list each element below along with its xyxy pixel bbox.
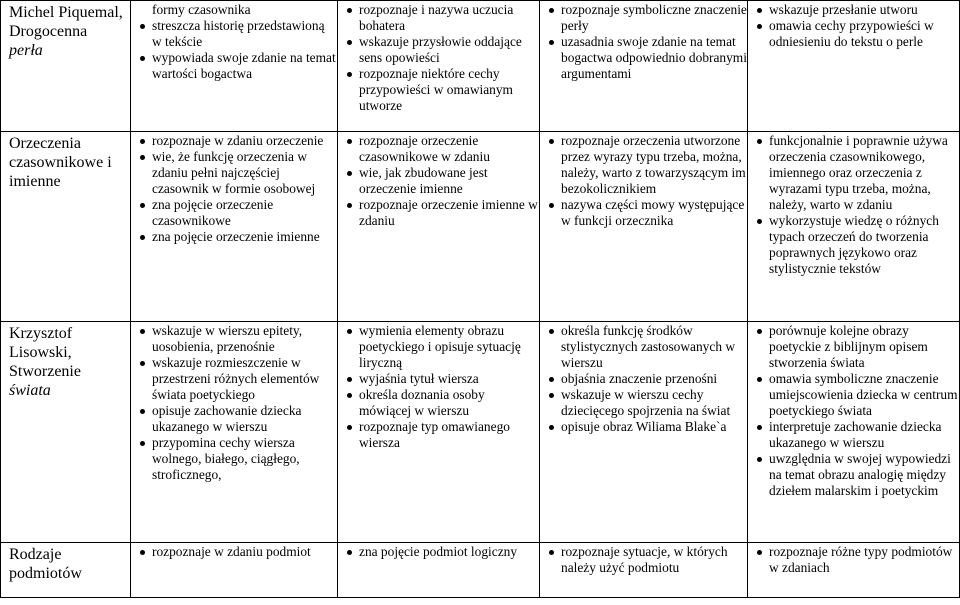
requirements-cell [540, 543, 748, 598]
list-item: rozpoznaje niektóre cechy przypowieści w omawianym utworze [344, 66, 539, 114]
topic-author: Krzysztof Lisowski, Stworzenie [9, 325, 81, 380]
list-item: opisuje obraz Wiliama Blake`a [546, 419, 747, 435]
requirements-cell [540, 1, 748, 132]
list-item: zna pojęcie podmiot logiczny [344, 544, 539, 560]
list-item: zna pojęcie orzeczenie czasownikowe [137, 197, 337, 229]
list-item: rozpoznaje sytuacje, w których należy użyć podmiotu [546, 544, 747, 576]
list-item: omawia cechy przypowieści w odniesieniu do tekstu o perle [754, 18, 959, 50]
list-item: wskazuje przesłanie utworu [754, 2, 959, 18]
requirements-cell [338, 322, 540, 543]
list-item: przypomina cechy wiersza wolnego, białego, ciągłego, stroficznego, [137, 435, 337, 483]
requirements-cell [131, 543, 338, 598]
list-item: objaśnia znaczenie przenośni [546, 371, 747, 387]
topic-line: Drogocenna [9, 23, 88, 40]
list-item: rozpoznaje różne typy podmiotów w zdaniach [754, 544, 959, 576]
list-item: wymienia elementy obrazu poetyckiego i opisuje sytuację liryczną [344, 323, 539, 371]
requirements-cell [338, 1, 540, 132]
list-item: rozpoznaje w zdaniu orzeczenie [137, 133, 337, 149]
list-item: rozpoznaje orzeczenie imienne w zdaniu [344, 197, 539, 229]
list-item: wypowiada swoje zdanie na temat wartości bogactwa [137, 50, 337, 82]
list-item: uwzględnia w swojej wypowiedzi na temat obrazu analogię między dziełem malarskim i poetyckim [754, 451, 959, 499]
list-item: zna pojęcie orzeczenie imienne [137, 229, 337, 245]
requirements-cell [748, 1, 960, 132]
list-item: wyjaśnia tytuł wiersza [344, 371, 539, 387]
list-item: funkcjonalnie i poprawnie używa orzeczenia czasownikowego, imiennego oraz orzeczenia z wyrazami typu trzeba, można, należy, warto w zdaniu [754, 133, 959, 213]
requirements-cell [540, 132, 748, 322]
list-item: wskazuje w wierszu epitety, uosobienia, przenośnie [137, 323, 337, 355]
list-item: wie, że funkcję orzeczenia w zdaniu pełni najczęściej czasownik w formie osobowej [137, 149, 337, 197]
list-item: wskazuje rozmieszczenie w przestrzeni różnych elementów świata poetyckiego [137, 355, 337, 403]
topic-title: perła [9, 42, 43, 59]
list-item: opisuje zachowanie dziecka ukazanego w wierszu [137, 403, 337, 435]
table-row [1, 132, 960, 322]
requirements-cell [131, 132, 338, 322]
list-item: określa funkcję środków stylistycznych zastosowanych w wierszu [546, 323, 747, 371]
topic-title: Orzeczenia czasownikowe i imienne [9, 135, 112, 190]
topic-title: Rodzaje podmiotów [9, 546, 82, 582]
list-item: rozpoznaje symboliczne znaczenie perły [546, 2, 747, 34]
list-item: streszcza historię przedstawioną w tekście [137, 18, 337, 50]
topic-author: Michel Piquemal, [9, 4, 123, 21]
table-row [1, 322, 960, 543]
list-item: wie, jak zbudowane jest orzeczenie imienne [344, 165, 539, 197]
list-item: rozpoznaje orzeczenie czasownikowe w zdaniu [344, 133, 539, 165]
list-item: uzasadnia swoje zdanie na temat bogactwa odpowiednio dobranymi argumentami [546, 34, 747, 82]
requirements-cell [131, 1, 338, 132]
list-item: określa doznania osoby mówiącej w wierszu [344, 387, 539, 419]
topic-cell [1, 322, 131, 543]
requirements-cell [540, 322, 748, 543]
topic-cell [1, 543, 131, 598]
requirements-cell [748, 543, 960, 598]
topic-cell [1, 132, 131, 322]
list-item: interpretuje zachowanie dziecka ukazanego w wierszu [754, 419, 959, 451]
list-item: wskazuje przysłowie oddające sens opowieści [344, 34, 539, 66]
requirements-cell [748, 132, 960, 322]
list-item: rozpoznaje i nazywa uczucia bohatera [344, 2, 539, 34]
cell-continuation-text: formy czasownika [152, 2, 251, 17]
requirements-cell [748, 322, 960, 543]
list-item: nazywa części mowy występujące w funkcji orzecznika [546, 197, 747, 229]
list-item: rozpoznaje orzeczenia utworzone przez wyrazy typu trzeba, można, należy, warto z towarzyszącym im bezokolicznikiem [546, 133, 747, 197]
list-item: omawia symboliczne znaczenie umiejscowienia dziecka w centrum poetyckiego świata [754, 371, 959, 419]
table-row [1, 543, 960, 598]
list-item: wykorzystuje wiedzę o różnych typach orzeczeń do tworzenia poprawnych językowo oraz stylistycznie tekstów [754, 213, 959, 277]
list-item: porównuje kolejne obrazy poetyckie z biblijnym opisem stworzenia świata [754, 323, 959, 371]
requirements-cell [338, 543, 540, 598]
topic-title: świata [9, 382, 51, 399]
requirements-cell [131, 322, 338, 543]
table-row [1, 1, 960, 132]
list-item: rozpoznaje typ omawianego wiersza [344, 419, 539, 451]
requirements-cell [338, 132, 540, 322]
list-item: wskazuje w wierszu cechy dziecięcego spojrzenia na świat [546, 387, 747, 419]
list-item: rozpoznaje w zdaniu podmiot [137, 544, 337, 560]
topic-cell [1, 1, 131, 132]
